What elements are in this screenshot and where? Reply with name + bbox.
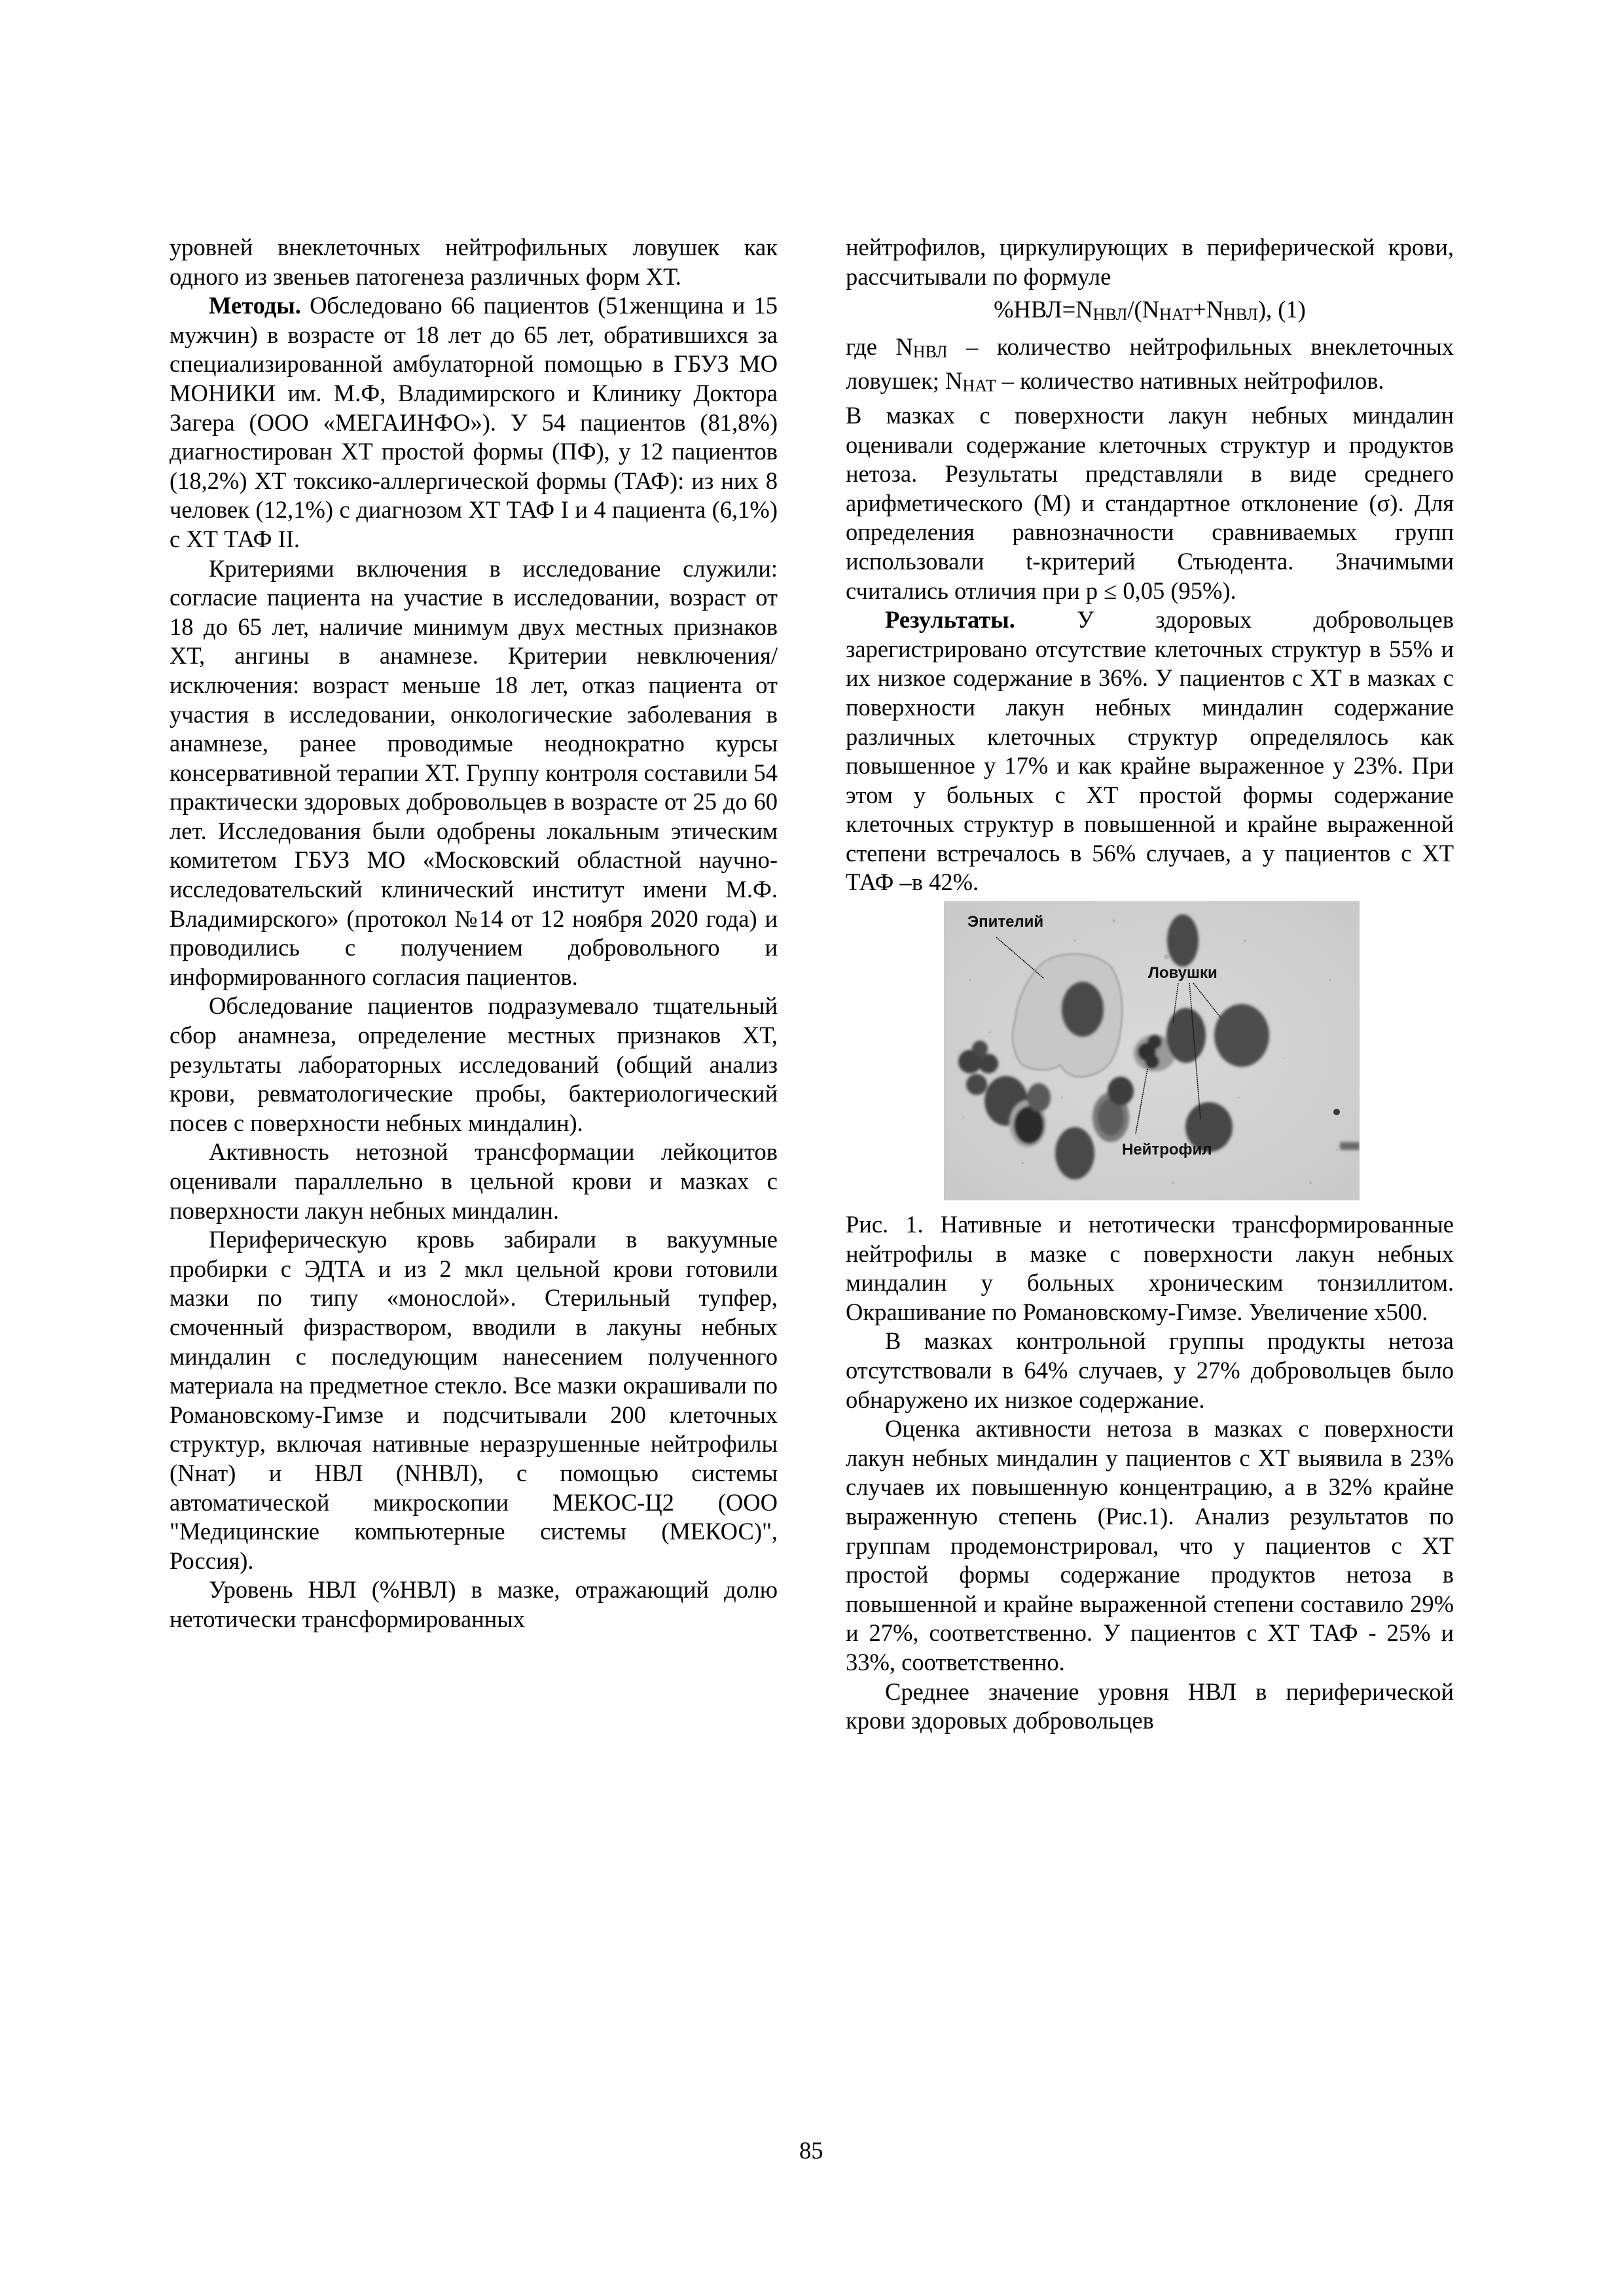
paragraph-intro-end: уровней внеклеточных нейтрофильных ловушек как одного из звеньев патогенеза различных форм ХТ.: [170, 234, 778, 290]
formula-part: %НВЛ=N: [994, 296, 1093, 323]
formula-part: +N: [1193, 296, 1224, 323]
label-neutrophil: Нейтрофил: [1122, 1141, 1212, 1159]
section-heading-methods: Методы.: [209, 292, 301, 319]
legend-subscript: НАТ: [962, 376, 996, 396]
paragraph-netosis-assessment: Оценка активности нетоза в мазках с поверхности лакун небных миндалин у пациентов с ХТ выявила в 23% случаев их повышенную концентрацию, а в 32% крайне выраженную степень (Рис.1). Анализ результатов по группам продемонстрировал, что у пациентов с ХТ простой формы содержание продуктов нетоза в повышенной и крайне выраженной степени составило 29% и 27%, соответственно. У пациентов с ХТ ТАФ - 25% и 33%, соответственно.: [846, 1415, 1454, 1676]
paragraph-control-group: В мазках контрольной группы продукты нетоза отсутствовали в 64% случаев, у 27% добровольцев было обнаружено их низкое содержание.: [846, 1327, 1454, 1413]
formula-part: ), (1): [1257, 296, 1306, 323]
figure-1-caption: Рис. 1. Нативные и нетотически трансформированные нейтрофилы в мазке с поверхности лакун небных миндалин у больных хроническим тонзиллитом. Окрашивание по Романовскому-Гимзе. Увеличение х500.: [846, 1211, 1454, 1325]
label-epithelium: Эпителий: [967, 913, 1044, 931]
legend-text: – количество нейтрофильных внеклеточных ловушек; N: [846, 332, 1454, 395]
legend-text: где N: [846, 332, 913, 360]
legend-subscript: НВЛ: [912, 342, 948, 361]
paragraph-netosis-activity: Активность нетозной трансформации лейкоцитов оценивали параллельно в цельной крови и мазках с поверхности лакун небных миндалин.: [170, 1138, 778, 1224]
paragraph-results: [846, 605, 1454, 897]
paragraph-criteria: Критериями включения в исследование служили: согласие пациента на участие в исследовании, возраст от 18 до 65 лет, наличие минимум двух местных признаков ХТ, ангины в анамнезе. Критерии невключения/исключения: возраст меньше 18 лет, отказ пациента от участия в исследовании, онкологические заболевания в анамнезе, ранее проводимые неоднократно курсы консервативной терапии ХТ. Группу контроля составили 54 практически здоровых добровольцев в возрасте от 25 до 60 лет. Исследования были одобрены локальным этическим комитетом ГБУЗ МО «Московский областной научно-исследовательский клинический институт имени М.Ф. Владимирского» (протокол №14 от 12 ноября 2020 года) и проводились с получением добровольного и информированного согласия пациентов.: [170, 554, 778, 990]
paragraph-formula-intro: нейтрофилов, циркулирующих в периферической крови, рассчитывали по формуле: [846, 234, 1454, 290]
paragraph-examination: Обследование пациентов подразумевало тщательный сбор анамнеза, определение местных признаков ХТ, результаты лабораторных исследований (общий анализ крови, ревматологические пробы, бактериологический посев с поверхности небных миндалин).: [170, 992, 778, 1136]
paragraph-formula-legend: [846, 332, 1454, 401]
left-column: [170, 233, 778, 1634]
paragraph-mean-nvl: Среднее значение уровня НВЛ в периферической крови здоровых добровольцев: [846, 1677, 1454, 1734]
paragraph-methods: [170, 291, 778, 554]
formula-subscript: НВЛ: [1092, 305, 1128, 325]
micrograph-figure: [944, 901, 1360, 1200]
paragraph-statistics: В мазках с поверхности лакун небных миндалин оценивали содержание клеточных структур и продуктов нетоза. Результаты представляли в виде среднего арифметического (М) и стандартное отклонение (σ). Для определения равнозначности сравниваемых групп использовали t-критерий Стьюдента. Значимыми считались отличия при p ≤ 0,05 (95%).: [846, 401, 1454, 604]
results-text: У здоровых добровольцев зарегистрировано отсутствие клеточных структур в 55% и их низкое содержание в 36%. У пациентов с ХТ в мазках с поверхности лакун небных миндалин содержание различных клеточных структур определялось как повышенное у 17% и как крайне выраженное у 23%. При этом у больных с ХТ простой формы содержание клеточных структур в повышенной и крайне выраженной степени встречалось в 56% случаев, а у пациентов с ХТ ТАФ –в 42%.: [846, 606, 1454, 896]
formula-nvl: [846, 295, 1454, 330]
paragraph-nvl-level: Уровень НВЛ (%НВЛ) в мазке, отражающий долю нетотически трансформированных: [170, 1576, 778, 1632]
methods-text: Обследовано 66 пациентов (51женщина и 15 мужчин) в возрасте от 18 лет до 65 лет, обратившихся за специализированной амбулаторной помощью в ГБУЗ МО МОНИКИ им. М.Ф, Владимирского и Клинику Доктора Загера (ООО «МЕГАИНФО»). У 54 пациентов (81,8%) диагностирован ХТ простой формы (ПФ), у 12 пациентов (18,2%) ХТ токсико-аллергической формы (ТАФ): из них 8 человек (12,1%) с диагнозом ХТ ТАФ I и 4 пациента (6,1%) с ХТ ТАФ II.: [170, 292, 778, 552]
label-traps: Ловушки: [1148, 964, 1218, 982]
section-heading-results: Результаты.: [885, 606, 1015, 634]
right-column: [846, 233, 1454, 1736]
page-number: 85: [799, 2137, 823, 2164]
figure-1-container: [846, 901, 1454, 1208]
formula-subscript: НАТ: [1159, 305, 1193, 325]
legend-text: – количество нативных нейтрофилов.: [996, 367, 1384, 395]
formula-part: /(N: [1127, 296, 1159, 323]
paragraph-blood-sampling: Периферическую кровь забирали в вакуумные пробирки с ЭДТА и из 2 мкл цельной крови готовили мазки по типу «монослой». Стерильный тупфер, смоченный физраствором, вводили в лакуны небных миндалин с последующим нанесением полученного материала на предметное стекло. Все мазки окрашивали по Романовскому-Гимзе и подсчитывали 200 клеточных структур, включая нативные неразрушенные нейтрофилы (Nнат) и НВЛ (NНВЛ), с помощью системы автоматической микроскопии МЕКОС-Ц2 (ООО "Медицинские компьютерные системы (МЕКОС)", Россия).: [170, 1226, 778, 1574]
formula-subscript: НВЛ: [1223, 305, 1258, 325]
